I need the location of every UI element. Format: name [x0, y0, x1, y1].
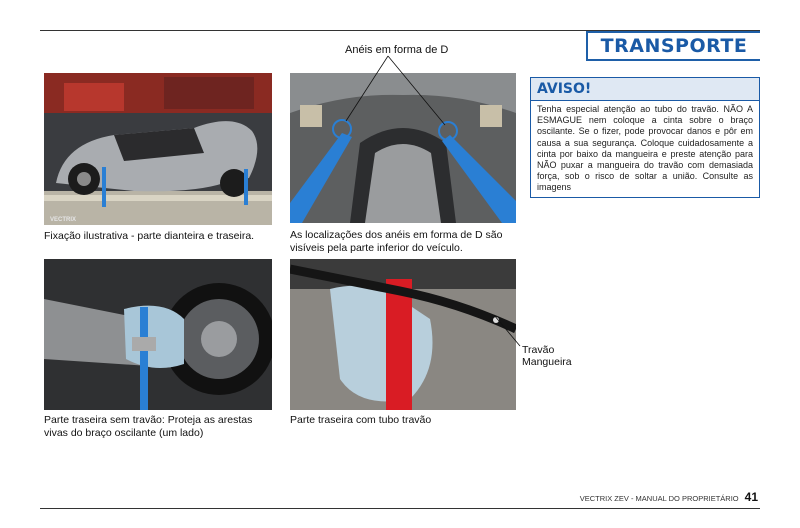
photo-swingarm-no-brake: [44, 259, 272, 410]
warning-text: Tenha especial atenção ao tubo do travão. NÃO A ESMAGUE nem coloque a cinta sobre o braço oscilante. Se o fizer, pode provocar danos e pôr em causa a sua segurança. Coloque cuidadosamente a cinta por baixo da mangueira e preste atenção para NÃO puxar a mangueira do travão com demasiada força, sob o risco de soltar a união. Consulte as imagens: [537, 104, 753, 193]
photo-brake-hose: [290, 259, 516, 410]
photo-d-rings-underside: [290, 73, 516, 223]
caption-fig2: As localizações dos anéis em forma de D são visíveis pela parte inferior do veículo.: [290, 229, 503, 254]
warning-box: [530, 77, 760, 198]
section-title: TRANSPORTE: [586, 31, 760, 61]
page-number: 41: [744, 490, 758, 504]
caption-fig3: Parte traseira sem travão: Proteja as arestas vivas do braço oscilante (um lado): [44, 414, 253, 439]
footer: [580, 490, 758, 504]
footer-manual-title: VECTRIX ZEV - MANUAL DO PROPRIETÁRIO: [579, 494, 739, 503]
brake-callout-line1: Travão: [522, 344, 555, 356]
bottom-rule: [40, 508, 760, 509]
brake-callout-line2: Mangueira: [522, 356, 572, 368]
photo-scooter-fixing: [44, 73, 272, 225]
d-rings-callout: Anéis em forma de D: [345, 44, 449, 56]
brand-label: VECTRIX: [50, 217, 77, 223]
caption-fig1: Fixação ilustrativa - parte dianteira e traseira.: [44, 230, 255, 242]
brake-hose-callout: [522, 344, 572, 368]
caption-fig4: Parte traseira com tubo travão: [290, 414, 432, 426]
warning-title: AVISO!: [531, 78, 759, 101]
